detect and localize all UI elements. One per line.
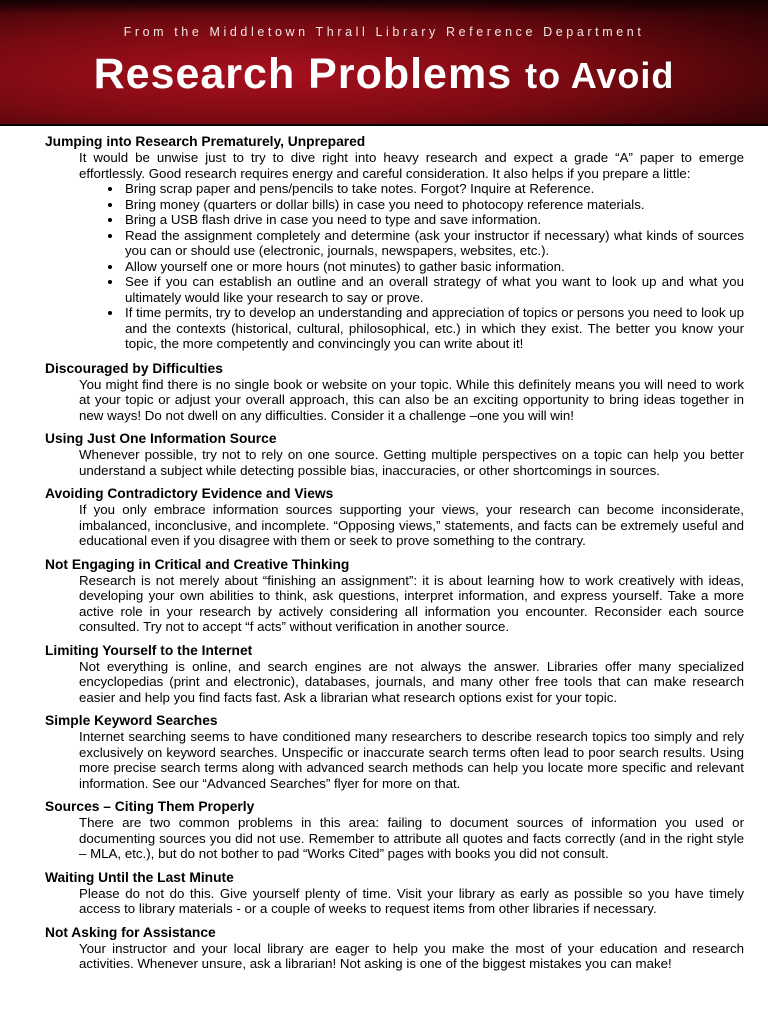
list-item-text: If time permits, try to develop an understanding and appreciation of topics or persons you need to look up and the contexts (historical, cultural, philosophical, etc.) in which they exist. The better you know your topic, the more competently and convincingly you can write about it! <box>125 305 744 351</box>
section-keyword-searches <box>45 713 744 791</box>
preparation-list <box>45 181 744 352</box>
page-title <box>0 50 768 99</box>
document-body <box>0 126 768 972</box>
section-heading: Not Asking for Assistance <box>45 924 216 940</box>
section-body: You might find there is no single book or website on your topic. While this definitely means you will need to work at your topic or adjust your overall approach, this can also be an exciting opportunity to bring ideas together in new ways! Do not dwell on any difficulties. Consider it a challenge –one you will win! <box>79 376 744 423</box>
list-item-text: Read the assignment completely and determine (ask your instructor if necessary) what kinds of sources you can or should use (electronic, journals, newspapers, websites, etc.). <box>125 227 744 258</box>
section-heading: Not Engaging in Critical and Creative Thinking <box>45 556 350 572</box>
list-item <box>123 197 744 213</box>
section-body: Research is not merely about “finishing an assignment”: it is about learning how to work creatively with ideas, developing your own abilities to think, ask questions, interpret information, and express yourself. Take a more active role in your research by actively considering all information you encounter. Reconsider each source consulted. Try not to accept “f acts” without verification in another source. <box>79 572 744 634</box>
section-internet-only <box>45 643 744 706</box>
section-heading: Discouraged by Difficulties <box>45 360 223 376</box>
section-body: Your instructor and your local library are eager to help you make the most of your education and research activities. Whenever unsure, ask a librarian! Not asking is one of the biggest mistakes you can make! <box>79 940 744 971</box>
header-subtitle: From the Middletown Thrall Library Reference Department <box>123 25 645 39</box>
section-critical-thinking <box>45 557 744 635</box>
section-heading: Simple Keyword Searches <box>45 713 218 728</box>
title-tail: to Avoid <box>525 55 675 96</box>
list-item-text: Bring scrap paper and pens/pencils to take notes. Forgot? Inquire at Reference. <box>125 181 595 196</box>
list-item <box>123 181 744 197</box>
section-body: Please do not do this. Give yourself plenty of time. Visit your library as early as possible so you have timely access to library materials - or a couple of weeks to request items from other libraries if necessary. <box>79 885 744 916</box>
section-body: Internet searching seems to have conditioned many researchers to describe research topics too simply and rely exclusively on keyword searches. Unspecific or inaccurate search terms often lead to poor search results. Using more precise search terms along with advanced search methods can help you locate more specific and relevant information. See our “Advanced Searches” flyer for more on that. <box>79 729 744 791</box>
section-body: Not everything is online, and search engines are not always the answer. Libraries offer many specialized encyclopedias (print and electronic), databases, journals, and many other free tools that can make research easier and help you find facts fast. Ask a librarian what research options exist for your topic. <box>79 658 744 705</box>
section-heading: Sources – Citing Them Properly <box>45 799 255 814</box>
section-body: There are two common problems in this area: failing to document sources of information you used or documenting sources you did not use. Remember to attribute all quotes and facts correctly (and in the right style – MLA, etc.), but do not bother to pad “Works Cited” pages with books you did not consult. <box>79 815 744 861</box>
list-item-text: Bring money (quarters or dollar bills) in case you need to photocopy reference materials. <box>125 196 645 212</box>
section-heading: Avoiding Contradictory Evidence and Views <box>45 486 334 501</box>
list-item-text: Bring a USB flash drive in case you need to type and save information. <box>125 212 542 227</box>
list-item <box>123 259 744 275</box>
section-heading: Limiting Yourself to the Internet <box>45 642 253 658</box>
section-heading: Jumping into Research Prematurely, Unprepared <box>45 134 366 149</box>
title-main: Research Problems <box>93 50 513 98</box>
section-body: If you only embrace information sources supporting your views, your research can become inconsiderate, imbalanced, inconclusive, and incomplete. “Opposing views,” statements, and facts can be extremely useful and educational even if you disagree with them or seek to prove something to the contrary. <box>79 502 744 548</box>
section-contradictory-evidence <box>45 486 744 549</box>
list-item <box>123 305 744 352</box>
section-last-minute <box>45 870 744 917</box>
list-item-text: See if you can establish an outline and an overall strategy of what you want to look up and what you ultimately would like your research to say or prove. <box>125 274 744 305</box>
section-asking-assistance <box>45 925 744 972</box>
list-item <box>123 212 744 228</box>
section-jumping-into-research <box>45 134 744 352</box>
section-one-source <box>45 431 744 478</box>
header-banner <box>0 0 768 124</box>
section-body: Whenever possible, try not to rely on one source. Getting multiple perspectives on a topic can help you better understand a subject while detecting possible bias, inaccuracies, or other shortcomings in sources. <box>79 447 744 478</box>
list-item <box>123 228 744 259</box>
section-heading: Waiting Until the Last Minute <box>45 869 234 885</box>
section-body: It would be unwise just to try to dive right into heavy research and expect a grade “A” paper to emerge effortlessly. Good research requires energy and careful consideration. It also helps if you prepare a little: <box>79 150 744 181</box>
section-citing-sources <box>45 799 744 862</box>
section-heading: Using Just One Information Source <box>45 431 277 446</box>
list-item-text: Allow yourself one or more hours (not minutes) to gather basic information. <box>125 258 565 274</box>
list-item <box>123 274 744 305</box>
section-discouraged <box>45 361 744 424</box>
